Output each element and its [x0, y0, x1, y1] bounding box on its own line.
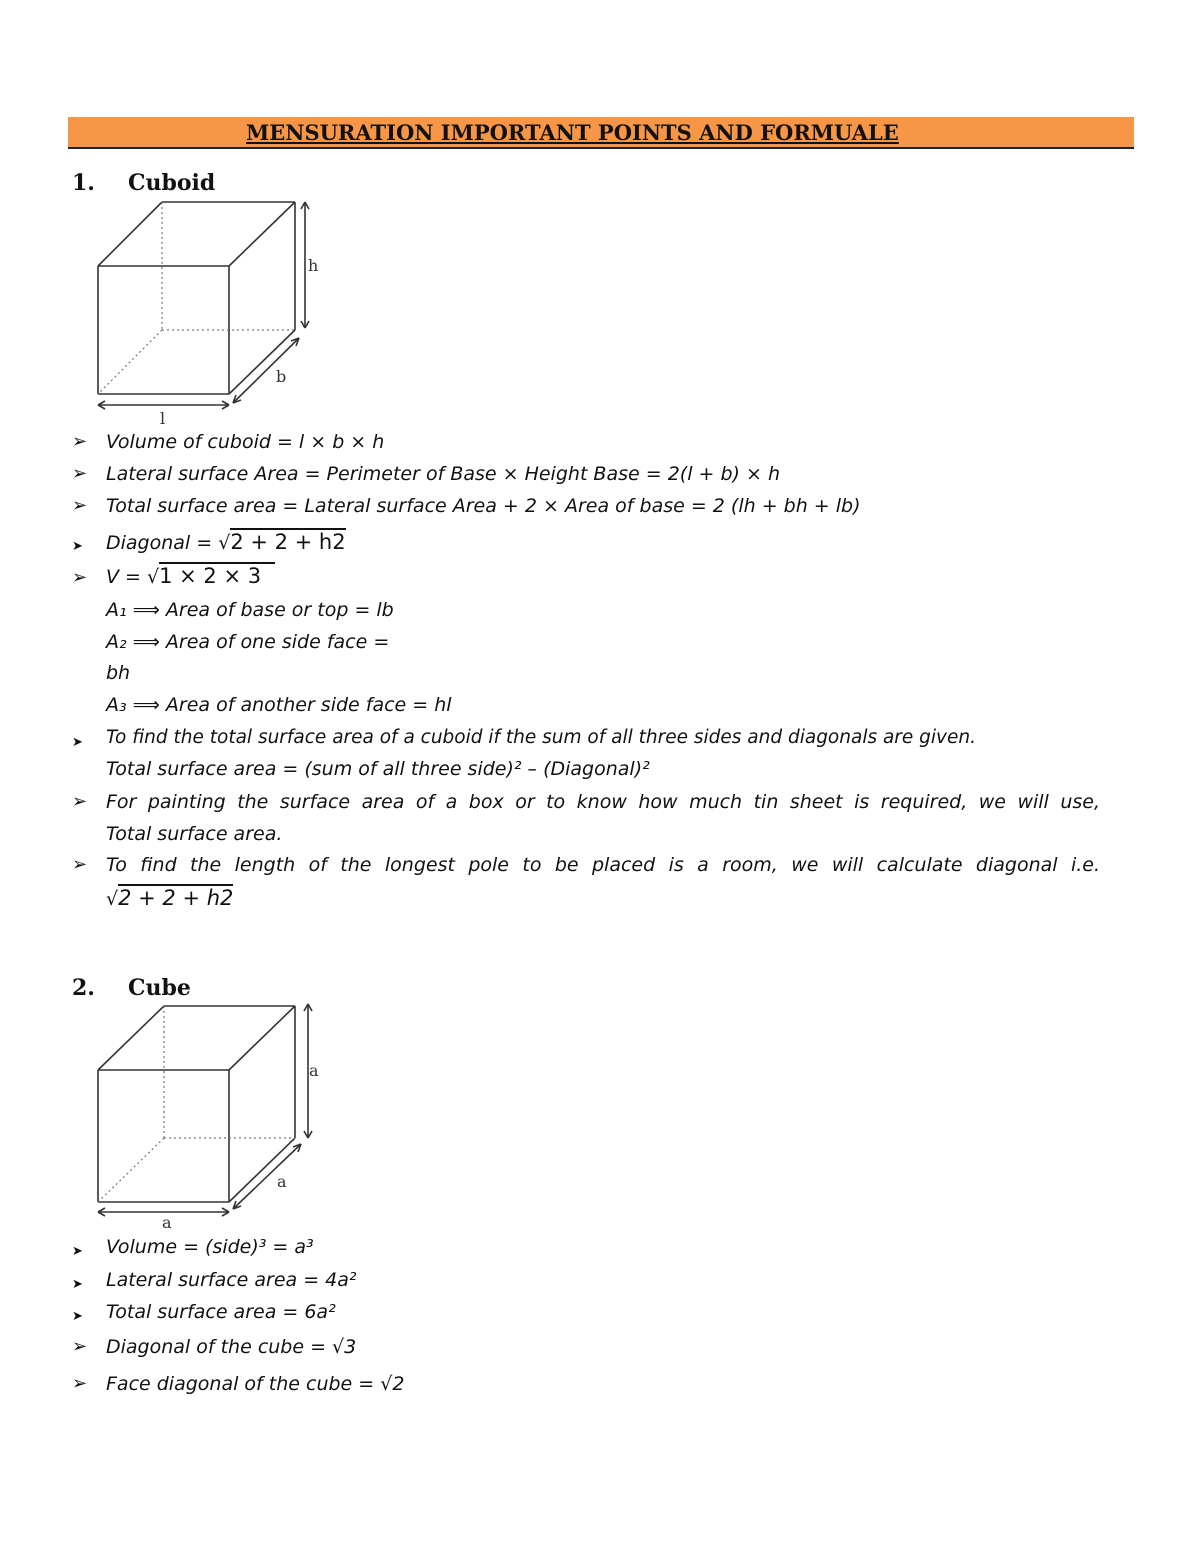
label-l: l	[160, 409, 166, 424]
diagonal-radicand: 2 + 2 + h2	[230, 530, 346, 554]
cuboid-a2: A₂ ⟹ Area of one side face =	[106, 631, 390, 653]
label-a-height: a	[309, 1061, 319, 1080]
cuboid-paint: For painting the surface area of a box or to know how much tin sheet is required, we will use,	[106, 791, 1100, 813]
cuboid-a1: A₁ ⟹ Area of base or top = lb	[106, 599, 394, 621]
bullet-chevron-icon: ➤	[72, 735, 83, 750]
cuboid-volume: Volume of cuboid = l × b × h	[106, 431, 385, 453]
label-b: b	[276, 367, 287, 386]
bullet-arrow-icon: ➢	[72, 463, 88, 484]
cube-tsa: Total surface area = 6a²	[106, 1301, 336, 1323]
cuboid-lsa: Lateral surface Area = Perimeter of Base × Height Base = 2(l + b) × h	[106, 463, 780, 485]
cuboid-figure	[90, 192, 330, 424]
pole-formula-prefix: √	[106, 888, 119, 910]
cuboid-paint-cont: Total surface area.	[106, 823, 283, 845]
bullet-chevron-icon: ➤	[72, 1244, 83, 1259]
cube-figure	[90, 998, 330, 1230]
cuboid-tsa-find-formula: Total surface area = (sum of all three side)² – (Diagonal)²	[106, 758, 650, 780]
section-title: Cube	[128, 975, 191, 1001]
cube-diagonal: Diagonal of the cube = √3	[106, 1336, 357, 1358]
bullet-arrow-icon: ➢	[72, 567, 88, 588]
label-a-width: a	[162, 1213, 172, 1230]
cuboid-v	[106, 564, 275, 589]
cuboid-pole: To find the length of the longest pole to be placed is a room, we will calculate diagonal i.e.	[106, 854, 1100, 876]
bullet-arrow-icon: ➢	[72, 791, 88, 812]
bullet-arrow-icon: ➢	[72, 431, 88, 452]
pole-formula: 2 + 2 + h2	[118, 886, 234, 910]
bullet-chevron-icon: ➤	[72, 1277, 83, 1292]
section-title: Cuboid	[128, 170, 216, 196]
cuboid-tsa-find: To find the total surface area of a cuboid if the sum of all three sides and diagonals are given.	[106, 727, 976, 748]
cube-face-diagonal: Face diagonal of the cube = √2	[106, 1373, 405, 1395]
bullet-chevron-icon: ➤	[72, 539, 83, 554]
v-radicand: 1 × 2 × 3	[159, 562, 275, 588]
page-title: MENSURATION IMPORTANT POINTS AND FORMUALE	[246, 120, 899, 145]
cube-lsa: Lateral surface area = 4a²	[106, 1269, 357, 1291]
cuboid-pole-formula	[106, 886, 233, 911]
cuboid-diagonal	[106, 530, 346, 555]
section-number: 2.	[72, 975, 95, 1001]
label-a-depth: a	[277, 1172, 287, 1191]
cuboid-a3: A₃ ⟹ Area of another side face = hl	[106, 694, 452, 716]
bullet-arrow-icon: ➢	[72, 1373, 88, 1394]
bullet-arrow-icon: ➢	[72, 495, 88, 516]
bullet-chevron-icon: ➤	[72, 1309, 83, 1324]
label-h: h	[308, 256, 319, 275]
cuboid-tsa: Total surface area = Lateral surface Area + 2 × Area of base = 2 (lh + bh + lb)	[106, 495, 861, 517]
cuboid-a2-cont: bh	[106, 662, 131, 684]
v-prefix: V = √	[106, 566, 160, 588]
bullet-arrow-icon: ➢	[72, 1336, 88, 1357]
bullet-arrow-icon: ➢	[72, 854, 88, 875]
section-number: 1.	[72, 170, 95, 196]
diagonal-prefix: Diagonal = √	[106, 532, 231, 554]
cube-volume: Volume = (side)³ = a³	[106, 1236, 314, 1258]
